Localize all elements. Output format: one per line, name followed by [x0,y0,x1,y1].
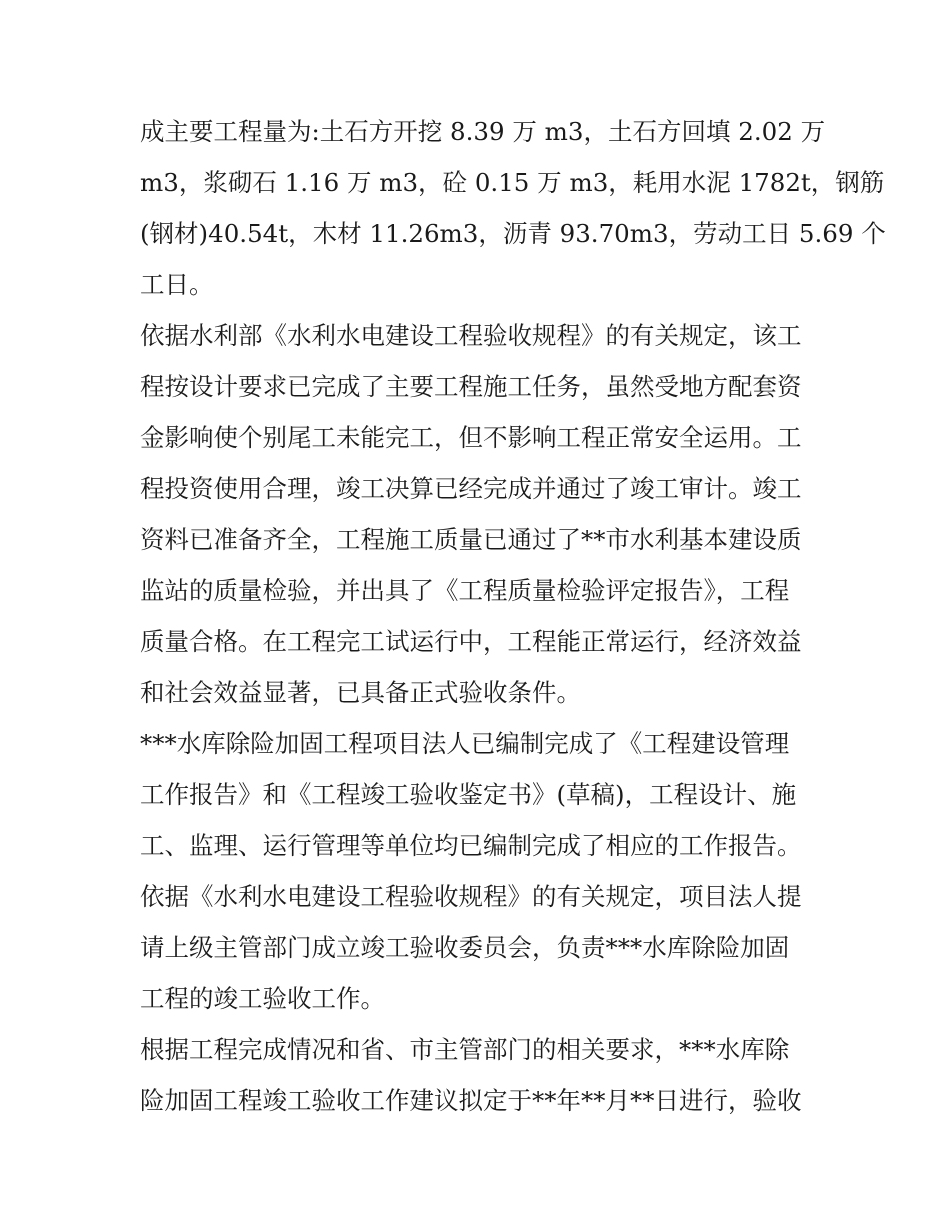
text-line: 工作报告》和《工程竣工验收鉴定书》(草稿)，工程设计、施 [140,780,797,809]
text-line: 和社会效益显著，已具备正式验收条件。 [140,678,581,707]
text-line: ***水库除险加固工程项目法人已编制完成了《工程建设管理 [140,729,790,758]
text-line: 根据工程完成情况和省、市主管部门的相关要求，***水库除 [140,1035,790,1064]
paragraph-quantities [140,106,886,310]
text-line: 质量合格。在工程完工试运行中，工程能正常运行，经济效益 [140,627,802,656]
text-line: 请上级主管部门成立竣工验收委员会，负责***水库除险加固 [140,933,790,962]
text-line: m3，浆砌石 1.16 万 m3，砼 0.15 万 m3，耗用水泥 1782t，钢筋 [140,168,885,197]
document-body [140,106,886,1126]
text-line: 工、监理、运行管理等单位均已编制完成了相应的工作报告。 [140,831,802,860]
text-line: 依据《水利水电建设工程验收规程》的有关规定，项目法人提 [140,882,802,911]
text-line: 工程的竣工验收工作。 [140,984,385,1013]
text-line: 工日。 [140,270,214,299]
text-line: 程按设计要求已完成了主要工程施工任务，虽然受地方配套资 [140,372,802,401]
text-line: 成主要工程量为:土石方开挖 8.39 万 m3，土石方回填 2.02 万 [140,117,826,146]
paragraph-reports [140,718,820,871]
text-line: 程投资使用合理，竣工决算已经完成并通过了竣工审计。竣工 [140,474,802,503]
paragraph-schedule [140,1024,820,1126]
text-line: 金影响使个别尾工未能完工，但不影响工程正常安全运用。工 [140,423,802,452]
paragraph-committee [140,871,820,1024]
text-line: 险加固工程竣工验收工作建议拟定于**年**月**日进行，验收 [140,1086,802,1115]
text-line: (钢材)40.54t，木材 11.26m3，沥青 93.70m3，劳动工日 5.69 个 [140,219,886,248]
text-line: 资料已准备齐全，工程施工质量已通过了**市水利基本建设质 [140,525,802,554]
text-line: 监站的质量检验，并出具了《工程质量检验评定报告》，工程 [140,576,790,605]
paragraph-acceptance-conditions [140,310,820,718]
text-line: 依据水利部《水利水电建设工程验收规程》的有关规定，该工 [140,321,802,350]
